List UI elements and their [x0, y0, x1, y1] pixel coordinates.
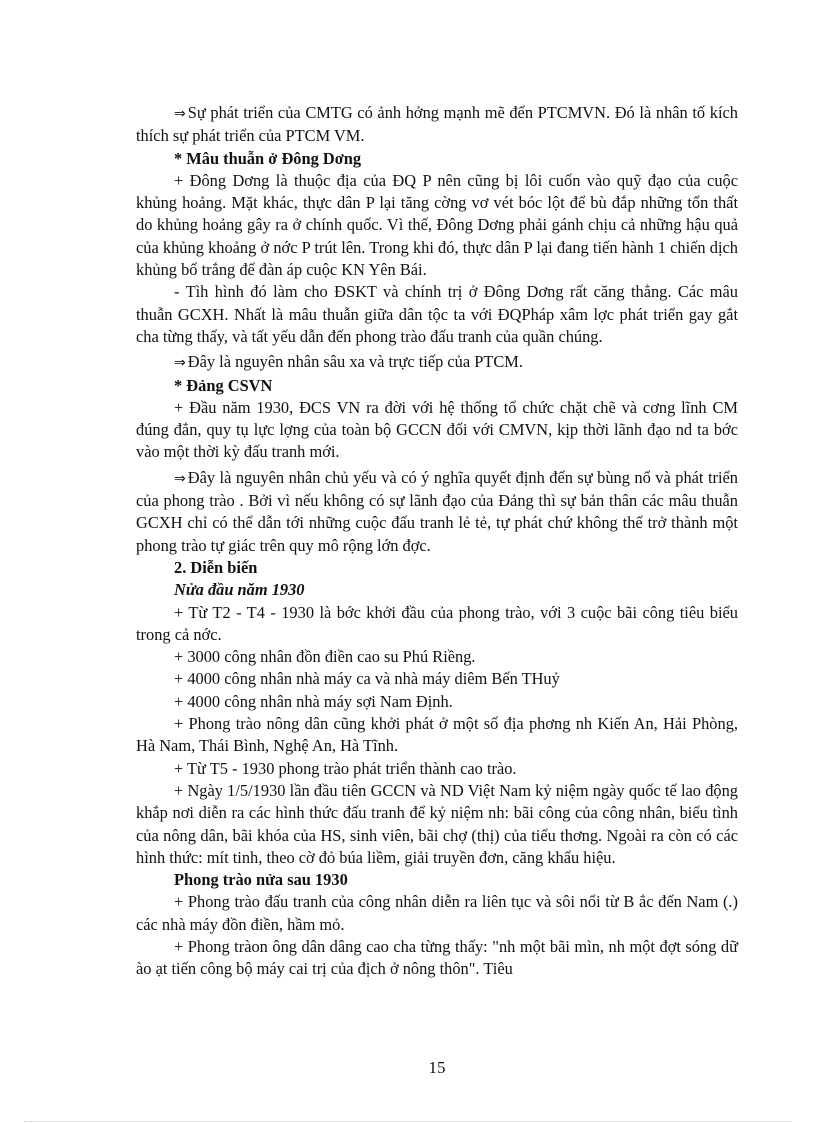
section-heading: 2. Diễn biến — [174, 557, 258, 577]
double-arrow-icon: ⇒ — [174, 355, 186, 372]
paragraph: + Từ T5 - 1930 phong trào phát triển thành cao trào. — [174, 758, 517, 778]
section-heading: * Đảng CSVN — [174, 375, 273, 395]
paragraph: + Từ T2 - T4 - 1930 là bớc khởi đầu của phong trào, với 3 cuộc bãi công tiêu biểu trong cả nớc. — [136, 602, 738, 644]
list-item: + 4000 công nhân nhà máy sợi Nam Định. — [174, 691, 453, 711]
footer-divider — [24, 1121, 792, 1122]
paragraph: + Đông Dơng là thuộc địa của ĐQ P nên cũng bị lôi cuốn vào quỹ đạo của cuộc khủng hoảng. Mặt khác, thực dân P lại tăng cờng vơ vét bóc lột để bù đắp những tổn thất do khủng hoảng gây ra ở chính quốc. Vì thế, Đông Dơng phải gánh chịu cả những hậu quả của khủng khoảng ở nớc P trút lên. Trong khi đó, thực dân P lại đang tiến hành 1 chiến dịch khủng bố trắng để đàn áp cuộc KN Yên Bái. — [136, 170, 738, 280]
double-arrow-icon: ⇒ — [174, 106, 186, 122]
section-heading: Phong trào nửa sau 1930 — [174, 870, 348, 890]
section-heading: * Mâu thuẫn ở Đông Dơng — [174, 148, 362, 168]
list-item: + 3000 công nhân đồn điền cao su Phú Riềng. — [174, 647, 476, 667]
paragraph: + Phong tràon ông dân dâng cao cha từng thấy: "nh một bãi mìn, nh một đợt sóng dữ ào ạt tiến công bộ máy cai trị của địch ở nông thôn". Tiêu — [136, 936, 738, 979]
paragraph: + Đầu năm 1930, ĐCS VN ra đời với hệ thống tổ chức chặt chẽ và cơng lĩnh CM đúng đắn, quy tụ lực lợng của toàn bộ GCCN đối với CMVN, kịp thời lãnh đạo nd ta bớc vào một thời kỳ đấu tranh mới. — [136, 397, 738, 462]
double-arrow-icon: ⇒ — [174, 470, 186, 487]
paragraph-arrow: ⇒ Sự phát triển của CMTG có ảnh hởng mạnh mẽ đến PTCMVN. Đó là nhân tố kích thích sự phát triển của PTCM VM. — [136, 103, 738, 146]
page-number: 15 — [428, 1058, 446, 1077]
paragraph-arrow: ⇒ Đây là nguyên nhân sâu xa và trực tiếp của PTCM. — [174, 352, 523, 372]
paragraph: + Phong trào đấu tranh của công nhân diễn ra liên tục và sôi nổi từ B ắc đến Nam (.) các nhà máy đồn điền, hầm mỏ. — [136, 892, 738, 934]
document-body — [136, 102, 738, 981]
paragraph: + Phong trào nông dân cũng khởi phát ở một số địa phơng nh Kiến An, Hải Phòng, Hà Nam, Thái Bình, Nghệ An, Hà Tĩnh. — [136, 714, 738, 756]
paragraph: - Tìh hình đó làm cho ĐSKT và chính trị ở Đông Dơng rất căng thẳng. Các mâu thuẫn GCXH. Nhất là mâu thuẫn giữa dân tộc ta với ĐQPháp xâm lợc phát triển gay gắt cha từng thấy, và tất yếu dẫn đến phong trào đấu tranh của quần chúng. — [136, 282, 738, 346]
list-item: + 4000 công nhân nhà máy ca và nhà máy diêm Bến THuỷ — [174, 669, 560, 689]
subsection-heading: Nửa đầu năm 1930 — [174, 580, 305, 600]
paragraph: + Ngày 1/5/1930 lần đầu tiên GCCN và ND Việt Nam kỷ niệm ngày quốc tế lao động khắp nơi diễn ra các hình thức đấu tranh để kỷ niệm nh: bãi công của công nhân, biểu tình của nông dân, bãi khóa của HS, sinh viên, bãi chợ (thị) của tiểu thơng. Ngoài ra còn có các hình thức: mít tinh, theo cờ đỏ búa liềm, giải truyền đơn, căng khẩu hiệu. — [136, 780, 738, 867]
paragraph-arrow: ⇒ Đây là nguyên nhân chủ yếu và có ý nghĩa quyết định đến sự bùng nổ và phát triển của phong trào . Bởi vì nếu không có sự lãnh đạo của Đảng thì sự bản thân các mâu thuẫn GCXH chỉ có thể dẫn tới những cuộc đấu tranh lẻ tẻ, tự phát chứ không thể trở thành một phong trào tự giác trên quy mô rộng lớn đợc. — [136, 467, 738, 555]
